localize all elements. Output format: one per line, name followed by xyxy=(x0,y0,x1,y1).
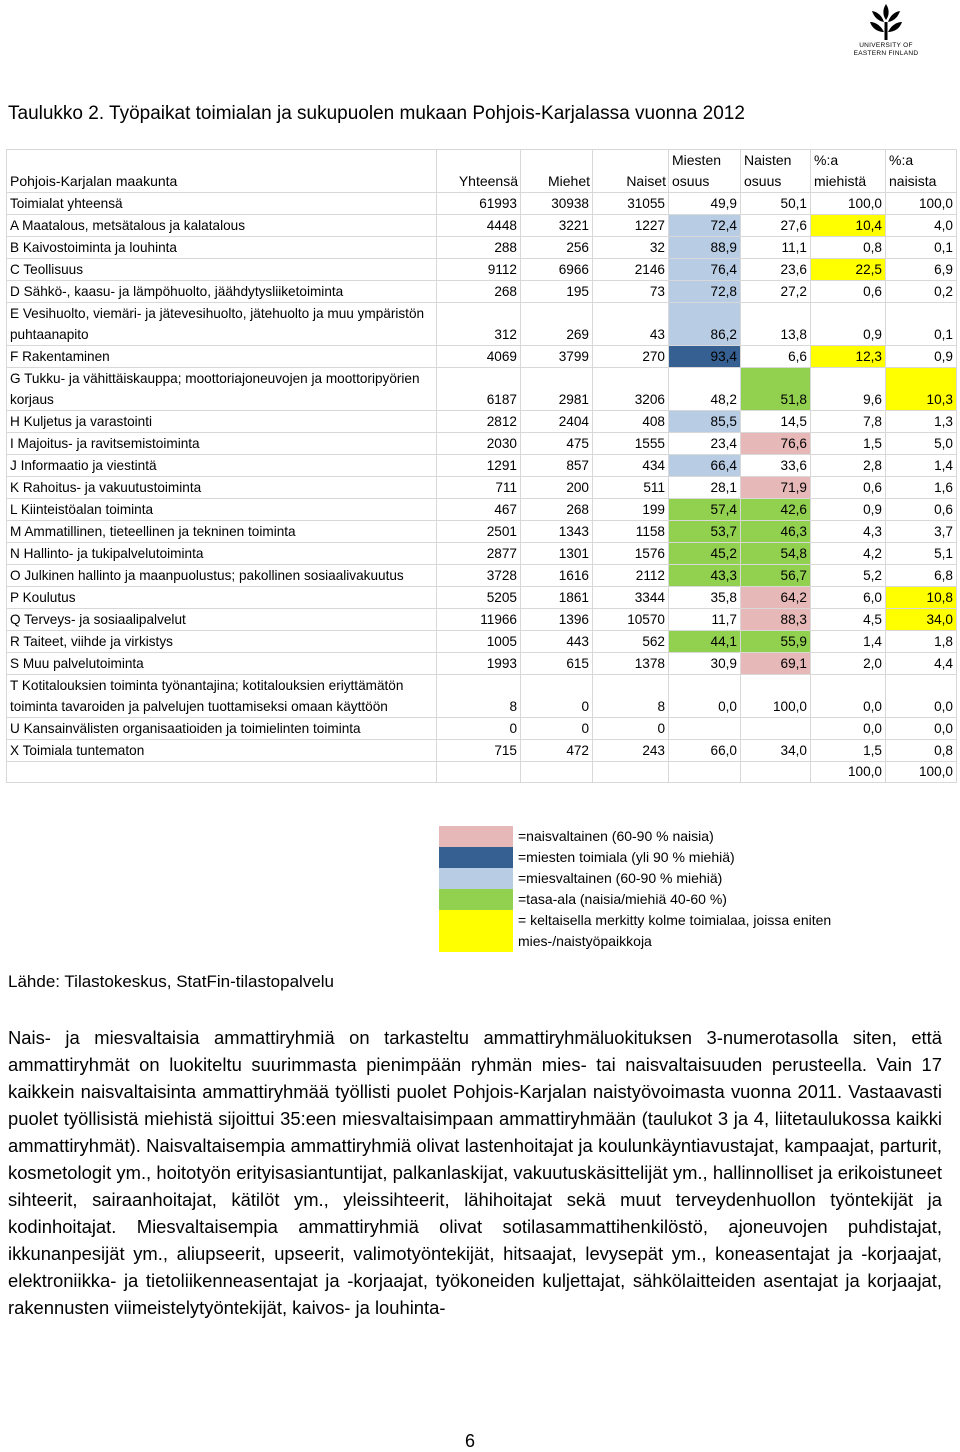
table-cell: 0 xyxy=(437,718,521,740)
table-cell: 51,8 xyxy=(741,368,811,411)
row-label: F Rakentaminen xyxy=(7,346,437,368)
table-cell: 50,1 xyxy=(741,193,811,215)
table-row xyxy=(7,587,957,609)
table-cell: 11,1 xyxy=(741,237,811,259)
table-row xyxy=(7,543,957,565)
table-cell: 1,4 xyxy=(886,455,957,477)
legend-text: =tasa-ala (naisia/miehiä 40-60 %) xyxy=(518,891,727,907)
source-note: Lähde: Tilastokeskus, StatFin-tilastopalvelu xyxy=(8,972,335,991)
column-header: Naisten osuus xyxy=(741,150,811,193)
table-row xyxy=(7,609,957,631)
column-header: Pohjois-Karjalan maakunta xyxy=(7,150,437,193)
table-cell: 269 xyxy=(521,303,593,346)
table-cell: 0,0 xyxy=(886,718,957,740)
table-cell: 34,0 xyxy=(886,609,957,631)
table-cell: 13,8 xyxy=(741,303,811,346)
table-caption: Taulukko 2. Työpaikat toimialan ja sukupuolen mukaan Pohjois-Karjalassa vuonna 2012 xyxy=(8,103,745,124)
row-label: C Teollisuus xyxy=(7,259,437,281)
table-cell: 93,4 xyxy=(669,346,741,368)
table-cell: 71,9 xyxy=(741,477,811,499)
table-cell xyxy=(437,762,521,783)
page-number: 6 xyxy=(465,1431,476,1451)
table-cell: 88,9 xyxy=(669,237,741,259)
table-cell: 45,2 xyxy=(669,543,741,565)
table-cell: 27,2 xyxy=(741,281,811,303)
table-cell xyxy=(741,762,811,783)
table-cell: 7,8 xyxy=(811,411,886,433)
table-cell: 475 xyxy=(521,433,593,455)
legend-text: = keltaisella merkitty kolme toimialaa, joissa eniten mies-/naistyöpaikkoja xyxy=(518,912,832,949)
table-cell: 66,0 xyxy=(669,740,741,762)
table-cell: 256 xyxy=(521,237,593,259)
table-cell: 1616 xyxy=(521,565,593,587)
table-cell: 288 xyxy=(437,237,521,259)
legend-balanced xyxy=(437,889,957,910)
table-cell: 1,5 xyxy=(811,433,886,455)
table-cell: 8 xyxy=(593,675,669,718)
table-row xyxy=(7,631,957,653)
table-cell: 0,9 xyxy=(811,303,886,346)
table-cell: 1005 xyxy=(437,631,521,653)
table-cell: 54,8 xyxy=(741,543,811,565)
table-cell: 72,4 xyxy=(669,215,741,237)
table-cell: 44,1 xyxy=(669,631,741,653)
table-cell: 85,5 xyxy=(669,411,741,433)
table-cell: 5,1 xyxy=(886,543,957,565)
table-cell: 76,6 xyxy=(741,433,811,455)
table-cell: 408 xyxy=(593,411,669,433)
table-row xyxy=(7,740,957,762)
table-cell: 2812 xyxy=(437,411,521,433)
legend-male-field xyxy=(437,847,957,868)
table-cell: 243 xyxy=(593,740,669,762)
row-label: O Julkinen hallinto ja maanpuolustus; pakollinen sosiaalivakuutus xyxy=(7,565,437,587)
table-row xyxy=(7,477,957,499)
table-cell: 12,3 xyxy=(811,346,886,368)
table-cell: 100,0 xyxy=(741,675,811,718)
table-row xyxy=(7,433,957,455)
column-header: Yhteensä xyxy=(437,150,521,193)
column-header: %:a naisista xyxy=(886,150,957,193)
row-label: H Kuljetus ja varastointi xyxy=(7,411,437,433)
table-row xyxy=(7,237,957,259)
table-cell: 0,0 xyxy=(669,675,741,718)
row-label: G Tukku- ja vähittäiskauppa; moottoriajoneuvojen ja moottoripyörien korjaus xyxy=(7,368,437,411)
table-cell: 6,6 xyxy=(741,346,811,368)
table-cell: 312 xyxy=(437,303,521,346)
university-logo xyxy=(844,2,928,58)
table-cell: 100,0 xyxy=(811,762,886,783)
table-cell: 2877 xyxy=(437,543,521,565)
table-cell: 2146 xyxy=(593,259,669,281)
table-cell: 5205 xyxy=(437,587,521,609)
row-label: X Toimiala tuntematon xyxy=(7,740,437,762)
legend-swatch xyxy=(439,868,513,889)
table-cell: 4448 xyxy=(437,215,521,237)
table-cell: 195 xyxy=(521,281,593,303)
table-cell: 2030 xyxy=(437,433,521,455)
table-cell: 2,0 xyxy=(811,653,886,675)
row-label: T Kotitalouksien toiminta työnantajina; kotitalouksien eriyttämätön toiminta tavaroiden ja palvelujen tuottamiseksi omaan käyttöön xyxy=(7,675,437,718)
table-row xyxy=(7,455,957,477)
table-cell: 6,9 xyxy=(886,259,957,281)
row-label: I Majoitus- ja ravitsemistoiminta xyxy=(7,433,437,455)
table-cell: 5,2 xyxy=(811,565,886,587)
table-cell: 23,6 xyxy=(741,259,811,281)
table-cell: 1378 xyxy=(593,653,669,675)
table-row xyxy=(7,762,957,783)
table-row xyxy=(7,521,957,543)
legend-swatch xyxy=(439,826,513,847)
table-cell: 1396 xyxy=(521,609,593,631)
table-cell: 6966 xyxy=(521,259,593,281)
table-cell: 0,0 xyxy=(811,675,886,718)
table-cell: 1343 xyxy=(521,521,593,543)
table-cell: 11,7 xyxy=(669,609,741,631)
table-cell: 3,7 xyxy=(886,521,957,543)
table-cell: 43,3 xyxy=(669,565,741,587)
table-cell: 3206 xyxy=(593,368,669,411)
row-label: J Informaatio ja viestintä xyxy=(7,455,437,477)
table-cell: 4,5 xyxy=(811,609,886,631)
table-row xyxy=(7,675,957,718)
table-cell: 4,4 xyxy=(886,653,957,675)
table-cell: 48,2 xyxy=(669,368,741,411)
row-label xyxy=(7,762,437,783)
table-cell: 66,4 xyxy=(669,455,741,477)
table-row xyxy=(7,499,957,521)
table-cell: 1158 xyxy=(593,521,669,543)
table-cell: 72,8 xyxy=(669,281,741,303)
table-cell: 0,0 xyxy=(886,675,957,718)
table-cell: 28,1 xyxy=(669,477,741,499)
table-cell: 9,6 xyxy=(811,368,886,411)
row-label: L Kiinteistöalan toiminta xyxy=(7,499,437,521)
table-cell: 42,6 xyxy=(741,499,811,521)
table-cell: 0,6 xyxy=(811,281,886,303)
table-cell: 30,9 xyxy=(669,653,741,675)
table-cell: 3221 xyxy=(521,215,593,237)
table-cell: 69,1 xyxy=(741,653,811,675)
table-cell: 22,5 xyxy=(811,259,886,281)
table-cell: 857 xyxy=(521,455,593,477)
legend-top-three xyxy=(437,910,957,952)
table-cell: 0,8 xyxy=(811,237,886,259)
table-cell: 10,4 xyxy=(811,215,886,237)
table-cell xyxy=(669,718,741,740)
data-table xyxy=(6,149,957,783)
table-cell: 1227 xyxy=(593,215,669,237)
table-cell: 0,1 xyxy=(886,303,957,346)
table-cell: 53,7 xyxy=(669,521,741,543)
table-cell: 27,6 xyxy=(741,215,811,237)
table-row xyxy=(7,259,957,281)
table-cell: 2404 xyxy=(521,411,593,433)
table-cell: 23,4 xyxy=(669,433,741,455)
table-cell: 6,0 xyxy=(811,587,886,609)
table-cell: 86,2 xyxy=(669,303,741,346)
table-row xyxy=(7,718,957,740)
table-cell: 4,0 xyxy=(886,215,957,237)
table-cell: 35,8 xyxy=(669,587,741,609)
table-cell: 10,3 xyxy=(886,368,957,411)
table-cell: 615 xyxy=(521,653,593,675)
legend-swatch xyxy=(439,889,513,910)
table-cell: 33,6 xyxy=(741,455,811,477)
logo-text-line1: UNIVERSITY OF xyxy=(859,42,913,49)
table-cell: 2112 xyxy=(593,565,669,587)
table-cell: 268 xyxy=(437,281,521,303)
table-cell: 199 xyxy=(593,499,669,521)
table-cell: 0 xyxy=(521,675,593,718)
table-cell: 1,5 xyxy=(811,740,886,762)
table-cell: 5,0 xyxy=(886,433,957,455)
table-cell: 30938 xyxy=(521,193,593,215)
legend-swatch xyxy=(439,847,513,868)
table-cell: 1301 xyxy=(521,543,593,565)
table-cell: 31055 xyxy=(593,193,669,215)
table-cell: 2501 xyxy=(437,521,521,543)
table-cell: 1993 xyxy=(437,653,521,675)
row-label: M Ammatillinen, tieteellinen ja tekninen toiminta xyxy=(7,521,437,543)
row-label: U Kansainvälisten organisaatioiden ja toimielinten toiminta xyxy=(7,718,437,740)
legend-swatch xyxy=(439,910,513,952)
table-cell: 200 xyxy=(521,477,593,499)
legend-female-dominated xyxy=(437,826,957,847)
table-cell: 10,8 xyxy=(886,587,957,609)
table-cell: 562 xyxy=(593,631,669,653)
table-cell xyxy=(521,762,593,783)
body-paragraph: Nais- ja miesvaltaisia ammattiryhmiä on tarkasteltu ammattiryhmäluokituksen 3-numerotasolla siten, että ammattiryhmät on luokiteltu suurimmasta pienimpään ryhmän mies- tai naisvaltaisuuden perusteella. Vain 17 kaikkein naisvaltaisinta ammattiryhmää työllisti puolet Pohjois-Karjalan naistyövoimasta vuonna 2011. Vastaavasti puolet työllisistä miehistä sijoittui 35:een miesvaltaisimpaan ammattiryhmään (taulukot 3 ja 4, liitetaulukossa kaikki ammattiryhmät). Naisvaltaisempia ammattiryhmiä olivat lastenhoitajat ja koulunkäyntiavustajat, kampaajat, parturit, kosmetologit ym., hoitotyön erityisasiantuntijat, palkanlaskijat, vakuutuskäsittelijät ym., hallinnolliset ja erikoistuneet sihteerit, sairaanhoitajat, kätilöt ym., yleissihteerit, lähihoitajat sekä muut terveydenhuollon työntekijät ja kodinhoitajat. Miesvaltaisempia ammattiryhmiä olivat sotilasammattihenkilöstö, ajoneuvojen puhdistajat, ikkunanpesijät ym., aliupseerit, upseerit, valimotyöntekijät, hitsaajat, levysepät ym., koneasentajat ja -korjaajat, elektroniikka- ja tietoliikenneasentajat ja -korjaajat, työkoneiden kuljettajat, sähkölaitteiden asentajat ja korjaajat, rakennusten viimeistelytyöntekijät, kaivos- ja louhinta- xyxy=(8,1027,942,1318)
column-header: Miehet xyxy=(521,150,593,193)
table-cell: 1,4 xyxy=(811,631,886,653)
table-cell: 0,2 xyxy=(886,281,957,303)
table-cell xyxy=(593,762,669,783)
table-cell: 34,0 xyxy=(741,740,811,762)
table-cell: 711 xyxy=(437,477,521,499)
table-header-row xyxy=(7,150,957,193)
row-label: R Taiteet, viihde ja virkistys xyxy=(7,631,437,653)
table-row xyxy=(7,303,957,346)
table-cell: 0,9 xyxy=(811,499,886,521)
table-cell: 100,0 xyxy=(886,762,957,783)
table-cell: 467 xyxy=(437,499,521,521)
legend-text: =miesten toimiala (yli 90 % miehiä) xyxy=(518,849,735,865)
table-row xyxy=(7,281,957,303)
table-cell: 1,8 xyxy=(886,631,957,653)
table-cell: 9112 xyxy=(437,259,521,281)
color-legend xyxy=(437,826,957,952)
table-cell: 4,3 xyxy=(811,521,886,543)
table-cell: 472 xyxy=(521,740,593,762)
table-row xyxy=(7,653,957,675)
table-cell: 56,7 xyxy=(741,565,811,587)
column-header: Naiset xyxy=(593,150,669,193)
table-cell: 715 xyxy=(437,740,521,762)
table-cell: 100,0 xyxy=(811,193,886,215)
table-row xyxy=(7,411,957,433)
table-row xyxy=(7,346,957,368)
table-cell: 1,6 xyxy=(886,477,957,499)
table-cell: 3728 xyxy=(437,565,521,587)
row-label: N Hallinto- ja tukipalvelutoiminta xyxy=(7,543,437,565)
table-cell: 43 xyxy=(593,303,669,346)
table-cell: 4069 xyxy=(437,346,521,368)
table-cell: 511 xyxy=(593,477,669,499)
table-cell xyxy=(741,718,811,740)
table-cell: 14,5 xyxy=(741,411,811,433)
table-cell: 0,0 xyxy=(811,718,886,740)
row-label: K Rahoitus- ja vakuutustoiminta xyxy=(7,477,437,499)
row-label: A Maatalous, metsätalous ja kalatalous xyxy=(7,215,437,237)
table-cell: 3799 xyxy=(521,346,593,368)
table-cell: 6187 xyxy=(437,368,521,411)
table-cell: 32 xyxy=(593,237,669,259)
logo-text-line2: EASTERN FINLAND xyxy=(853,50,919,57)
row-label: P Koulutus xyxy=(7,587,437,609)
table-row xyxy=(7,565,957,587)
row-label: D Sähkö-, kaasu- ja lämpöhuolto, jäähdytysliiketoiminta xyxy=(7,281,437,303)
column-header: %:a miehistä xyxy=(811,150,886,193)
table-row xyxy=(7,193,957,215)
table-cell: 0,1 xyxy=(886,237,957,259)
table-cell: 0,6 xyxy=(811,477,886,499)
row-label: B Kaivostoiminta ja louhinta xyxy=(7,237,437,259)
table-cell: 49,9 xyxy=(669,193,741,215)
row-label: Q Terveys- ja sosiaalipalvelut xyxy=(7,609,437,631)
table-cell: 1291 xyxy=(437,455,521,477)
table-cell: 6,8 xyxy=(886,565,957,587)
table-cell: 0,6 xyxy=(886,499,957,521)
table-cell: 2981 xyxy=(521,368,593,411)
table-cell: 1861 xyxy=(521,587,593,609)
table-cell xyxy=(669,762,741,783)
table-cell: 57,4 xyxy=(669,499,741,521)
table-cell: 61993 xyxy=(437,193,521,215)
column-header: Miesten osuus xyxy=(669,150,741,193)
table-cell: 2,8 xyxy=(811,455,886,477)
row-label: Toimialat yhteensä xyxy=(7,193,437,215)
table-cell: 73 xyxy=(593,281,669,303)
table-cell: 8 xyxy=(437,675,521,718)
table-cell: 76,4 xyxy=(669,259,741,281)
table-cell: 11966 xyxy=(437,609,521,631)
table-cell: 0 xyxy=(521,718,593,740)
table-cell: 268 xyxy=(521,499,593,521)
legend-text: =miesvaltainen (60-90 % miehiä) xyxy=(518,870,723,886)
table-cell: 100,0 xyxy=(886,193,957,215)
table-row xyxy=(7,215,957,237)
table-cell: 64,2 xyxy=(741,587,811,609)
legend-text: =naisvaltainen (60-90 % naisia) xyxy=(518,828,714,844)
table-cell: 1,3 xyxy=(886,411,957,433)
table-cell: 88,3 xyxy=(741,609,811,631)
university-emblem-icon xyxy=(867,2,905,42)
table-cell: 270 xyxy=(593,346,669,368)
table-cell: 434 xyxy=(593,455,669,477)
table-cell: 46,3 xyxy=(741,521,811,543)
table-cell: 3344 xyxy=(593,587,669,609)
row-label: E Vesihuolto, viemäri- ja jätevesihuolto, jätehuolto ja muu ympäristön puhtaanapito xyxy=(7,303,437,346)
table-row xyxy=(7,368,957,411)
table-cell: 55,9 xyxy=(741,631,811,653)
legend-male-dominated xyxy=(437,868,957,889)
table-cell: 443 xyxy=(521,631,593,653)
table-cell: 1576 xyxy=(593,543,669,565)
table-cell: 1555 xyxy=(593,433,669,455)
table-cell: 0,9 xyxy=(886,346,957,368)
table-cell: 0,8 xyxy=(886,740,957,762)
table-cell: 4,2 xyxy=(811,543,886,565)
table-cell: 10570 xyxy=(593,609,669,631)
row-label: S Muu palvelutoiminta xyxy=(7,653,437,675)
table-cell: 0 xyxy=(593,718,669,740)
